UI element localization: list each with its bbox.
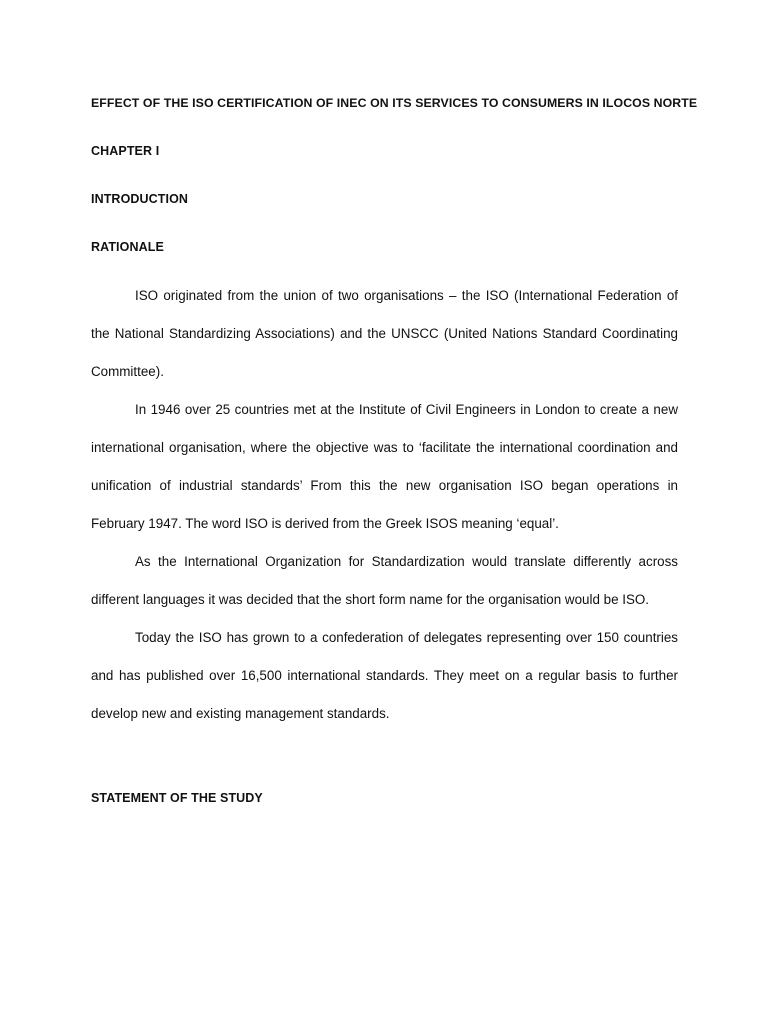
document-title: EFFECT OF THE ISO CERTIFICATION OF INEC ON ITS SERVICES TO CONSUMERS IN ILOCOS NORTE — [91, 96, 698, 110]
paragraph-iso-origin: ISO originated from the union of two organisations – the ISO (International Federation of the National Standardizing Associations) and the UNSCC (United Nations Standard Coordinating Committee). — [91, 288, 678, 379]
section-heading: INTRODUCTION — [91, 192, 189, 206]
paragraph-iso-name: As the International Organization for Standardization would translate differently across different languages it was decided that the short form name for the organisation would be ISO. — [91, 554, 678, 607]
subsection-heading: RATIONALE — [91, 240, 164, 254]
statement-heading: STATEMENT OF THE STUDY — [91, 791, 263, 805]
paragraph-iso-today: Today the ISO has grown to a confederation of delegates representing over 150 countries and has published over 16,500 international standards. They meet on a regular basis to further develop new and existing management standards. — [91, 630, 678, 721]
chapter-heading: CHAPTER I — [91, 144, 160, 158]
paragraph-iso-history: In 1946 over 25 countries met at the Institute of Civil Engineers in London to create a new international organisation, where the objective was to ‘facilitate the international coordination and unification of industrial standards’ From this the new organisation ISO began operations in February 1947. The word ISO is derived from the Greek ISOS meaning ‘equal’. — [91, 402, 678, 531]
